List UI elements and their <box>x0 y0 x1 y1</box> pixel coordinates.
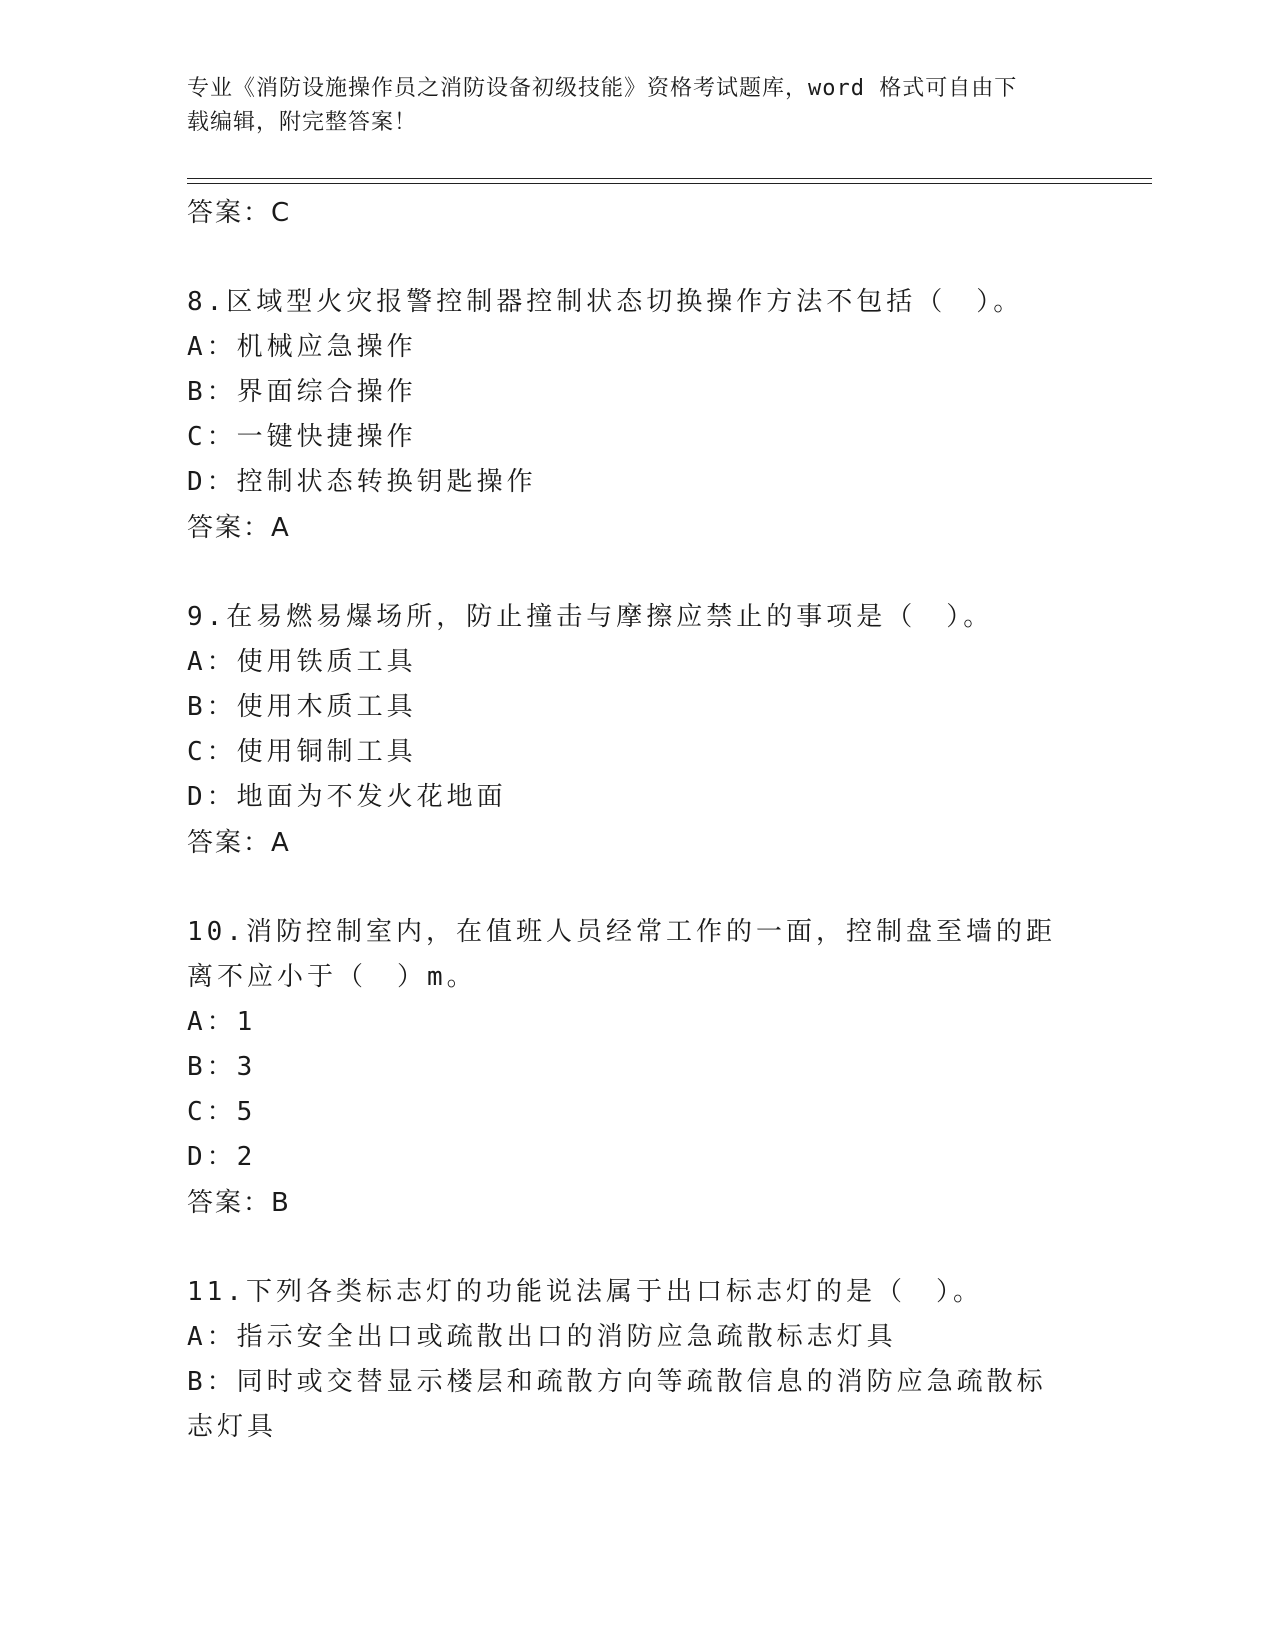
option-d: D：控制状态转换钥匙操作 <box>187 467 537 497</box>
option-c: C：5 <box>187 1097 257 1127</box>
question-item <box>187 595 1087 866</box>
question-item <box>187 910 1087 1226</box>
option-b: B：使用木质工具 <box>187 692 417 722</box>
question-item <box>187 280 1087 551</box>
question-stem: 10.消防控制室内，在值班人员经常工作的一面，控制盘至墙的距离不应小于（ ）m。 <box>187 917 1056 992</box>
question-item <box>187 1270 1087 1450</box>
header-line-2: 载编辑，附完整答案！ <box>187 110 418 135</box>
option-b: B：同时或交替显示楼层和疏散方向等疏散信息的消防应急疏散标志灯具 <box>187 1367 1047 1442</box>
answer-line: 答案：C <box>187 198 292 228</box>
option-a: A：指示安全出口或疏散出口的消防应急疏散标志灯具 <box>187 1322 897 1352</box>
header-line-1: 专业《消防设施操作员之消防设备初级技能》资格考试题库，word 格式可自由下 <box>187 76 1018 101</box>
option-c: C：使用铜制工具 <box>187 737 417 767</box>
question-list <box>187 190 1087 1450</box>
option-b: B：3 <box>187 1052 257 1082</box>
option-a: A：使用铁质工具 <box>187 647 417 677</box>
option-c: C：一键快捷操作 <box>187 422 417 452</box>
header-divider-top <box>187 178 1152 179</box>
answer-line: 答案：B <box>187 1188 291 1218</box>
answer-line: 答案：A <box>187 828 291 858</box>
question-stem: 11.下列各类标志灯的功能说法属于出口标志灯的是（ ）。 <box>187 1277 983 1307</box>
answer-line: 答案：A <box>187 513 291 543</box>
option-a: A：机械应急操作 <box>187 332 417 362</box>
question-stem: 9.在易燃易爆场所，防止撞击与摩擦应禁止的事项是（ ）。 <box>187 602 994 632</box>
option-a: A：1 <box>187 1007 257 1037</box>
option-d: D：2 <box>187 1142 257 1172</box>
option-d: D：地面为不发火花地面 <box>187 782 507 812</box>
option-b: B：界面综合操作 <box>187 377 417 407</box>
header-divider-bottom <box>187 183 1152 184</box>
document-header <box>187 72 1067 140</box>
question-stem: 8.区域型火灾报警控制器控制状态切换操作方法不包括（ ）。 <box>187 287 1024 317</box>
